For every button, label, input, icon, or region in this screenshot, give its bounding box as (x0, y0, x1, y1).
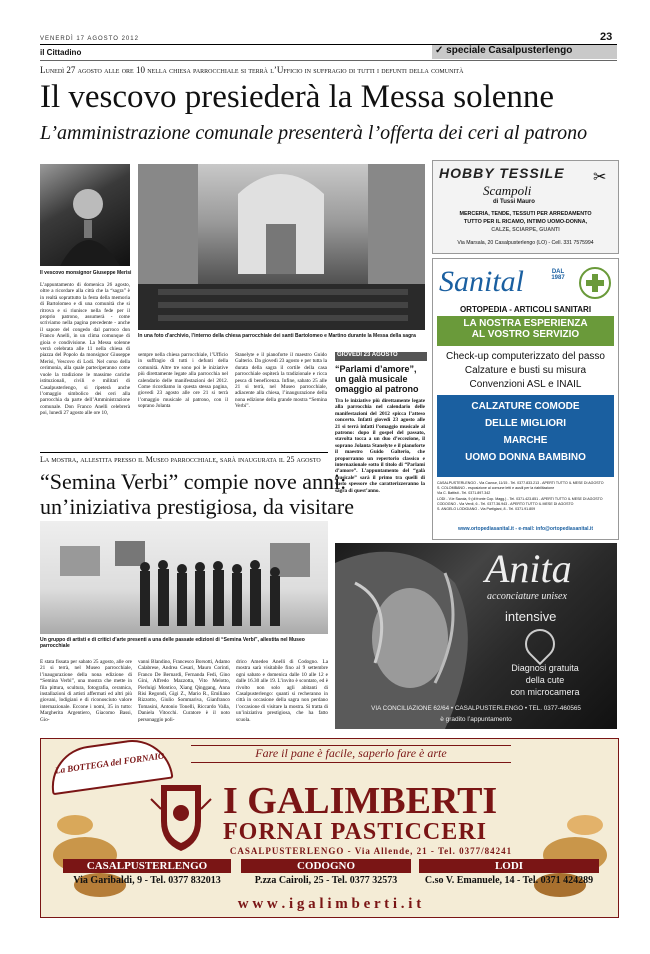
second-kicker: La mostra, allestita presso il Museo parrocchiale, sarà inaugurata il 25 agosto (40, 455, 321, 464)
hobby-line1: MERCERIA, TENDE, TESSUTI PER ARREDAMENTO (459, 211, 592, 217)
bishop-caption: Il vescovo monsignor Giuseppe Merisi (40, 270, 132, 276)
galimberti-website[interactable]: w w w . i g a l i m b e r t i . i t (237, 896, 422, 912)
sanital-box-line3: MARCHE (503, 435, 548, 446)
sanital-offer1: Check-up computerizzato del passo (446, 351, 605, 362)
pharmacy-cross-icon (579, 267, 611, 299)
anita-address: VIA CONCILIAZIONE 62/64 • CASALPUSTERLENGO • TEL. 0377-460565 (371, 705, 581, 712)
anita-offer1: Diagnosi gratuita (511, 663, 579, 673)
second-headline-line1: “Semina Verbi” compie nove anni: (40, 469, 347, 494)
model-hair (335, 543, 485, 729)
anita-tagline: acconciature unisex (487, 591, 567, 602)
bottega-label: La BOTTEGA del FORNAIO (54, 750, 166, 776)
artists-photo (40, 521, 328, 634)
anita-offer2: della cute (525, 675, 565, 685)
store-city: LODI (419, 859, 599, 873)
section-title: speciale Casalpusterlengo (446, 45, 573, 56)
section-label (432, 45, 617, 59)
sanital-location: LODI - V.le Savoia, 9 (di fronte Cop. Magg.) - Tel. 0371.423.851 - APERTI TUTTO IL MESE DI AGOSTO (437, 496, 603, 501)
anita-product: intensive (505, 609, 557, 624)
church-interior (138, 164, 425, 330)
slogan-banner (191, 745, 511, 763)
main-col-1: L’appuntamento di domenica 26 agosto, oltre a ricordare alla città che la “sagra” è in realtà soprattutto la festa della memoria di Bartolomeo e di una comunità che si ritrova e si riunisce nella fede per il proprio patrono, assumerà - come scriviamo nella pagina precedente - anche il sapore del congedo dal parroco don Franco Anelli, in un clima comunque di gioia e condivisione. La Messa solenne verrà celebrata alle 11 nella chiesa di piazza del Popolo da monsignor Giuseppe Merisi, Vescovo di Lodi. Nel corso della cerimonia, alla quale parteciperanno come vuole la tradizione le massime cariche istituzionali, civili e militari di Casalpusterlengo, si ripeterà anche l’omaggio simbolico dei ceri alla parrocchia da parte dell’Amministrazione comunale. Don Franco Anelli celebrerà poi, lunedì 27 agosto alle ore 10, (40, 282, 130, 417)
sanital-box-line4: UOMO DONNA BAMBINO (465, 452, 586, 463)
sidebar-headline: “Parlami d’amore”, un galà musicale omaggio al patrono (335, 364, 419, 394)
anita-brand: Anita (485, 546, 572, 591)
sidebar-label: GIOVEDÌ 23 AGOSTO (335, 352, 427, 361)
sanital-location: Via C. Battisti - Tel. 0371.897.342 (437, 491, 491, 496)
artists-group (40, 521, 328, 634)
store-codogno (241, 859, 411, 886)
check-icon: ✓ (435, 45, 444, 56)
store-city: CODOGNO (241, 859, 411, 873)
galimberti-subtitle: FORNAI PASTICCERI (223, 819, 487, 845)
sanital-location: S. COLOMBANO - esposizione al comune letti e ausili per la riabilitazione (437, 486, 555, 491)
ad-sanital (432, 258, 619, 540)
sanital-slogan2: AL VOSTRO SERVIZIO (471, 329, 580, 340)
store-casalpusterlengo (63, 859, 231, 886)
sidebar-body: Tra le iniziative più direttamente legate alla parrocchia nel calendario delle manifestazioni del 2012 spicca l’atteso concerto. Infatti giovedì 23 agosto alle 21 si terrà infatti l’omaggio musicale al patrono: dopo il gospel del passato, stavolta tocca a un duo d’eccezione, il soprano Jolanta Stanelyte e il pianoforte il maestro Guido Galterio, che proporranno un repertorio classico e internazionale sotto il titolo di “Parlami d’amore”. L’appuntamento del “galà musicale” sarà il primo tra quelli di vasto spessore che caratterizzeranno la sagra di quest’anno. (335, 398, 425, 494)
scissors-icon: ✂ (593, 169, 607, 186)
galimberti-slogan: Fare il pane è facile, saperlo fare è arte (255, 746, 447, 760)
second-headline-line2: un’iniziativa prestigiosa, da visitare (40, 494, 355, 519)
sanital-since: DAL 1987 (551, 269, 565, 281)
second-col-1: È stata fissata per sabato 25 agosto, alle ore 21 si terrà, nel Museo parrocchiale, l’inaugurazione della nona edizione di “Semina Verbi”, una mostra che mette in fila pittura, scultura, fotografia, ceramica, installazioni di artisti affermati ed altri più giovani, lodigiani e di riconosciuto valore internazionale. Eccone i nomi, 35 in tutto: Margherita Argentiero, Giacomo Bassi, Gio- (40, 659, 132, 723)
main-col-3: Stanelyte e il pianoforte il maestro Guido Galterio. Da giovedì 23 agosto e per tutta la durata della sagra il cortile della casa parrocchiale ospiterà la tradizionale e ricca pesca di beneficenza. Infine, sabato 25 alle 21 si terrà, nel Museo parrocchiale, adiacente alla chiesa, l’inaugurazione della nona edizione della grande mostra “Semina Verbi”. (235, 352, 327, 410)
main-headline: Il vescovo presiederà la Messa solenne (40, 79, 555, 115)
sanital-locations (437, 481, 614, 512)
sanital-box-line2: DELLE MIGLIORI (484, 418, 567, 429)
hobby-line3: CALZE, SCIARPE, GUANTI (491, 227, 560, 233)
sanital-location: CODOGNO - Via Verdi, 6 - Tel. 0377.36.943 - APERTO TUTTO IL MESE DI AGOSTO (437, 501, 574, 506)
hobby-owner: di Tussi Mauro (493, 199, 535, 205)
sanital-slogan1: LA NOSTRA ESPERIENZA (463, 318, 588, 329)
artists-caption: Un gruppo di artisti e di critici d’arte presenti a una delle passate edizioni di “Semina Verbi”, allestita nel Museo parrocchiale (40, 637, 305, 649)
church-caption: In una foto d’archivio, l’interno della chiesa parrocchiale dei santi Bartolomeo e Martino durante la Messa della sagra (138, 333, 416, 339)
sanital-box-line1: CALZATURE COMODE (471, 401, 580, 412)
pastry-icon (525, 785, 615, 905)
sanital-box (437, 395, 614, 477)
drop-icon (519, 623, 561, 665)
sanital-offer3: Convenzioni ASL e INAIL (469, 379, 582, 390)
second-col-2: vanni Blandino, Francesco Borsotti, Adamo Calabrese, Andrea Cesari, Mauro Corinti, Franco De Bernardi, Fernanda Fedi, Gino Gini, Alfredo Mazzotta, Vito Melotto, Pierluigi Montico, Xiang Qinggang, Anna Risi Regondi, Gigi Z., Mario R., Emiliano Rizzotto, Giulio Sommariva, Gianfranco Tomasini, Antonio Tonelli, Riccardo Valla, Daniela Vitocchi. Curatore è il noto personaggio poli- (138, 659, 230, 723)
ad-anita (335, 543, 617, 729)
ad-galimberti (40, 738, 619, 918)
sanital-location: CASALPUSTERLENGO - Via Cavour, 11/15 - Tel. 0377.833.213 - APERTI TUTTO IL MESE DI AGOSTO (437, 481, 604, 485)
store-address: P.zza Cairoli, 25 - Tel. 0377 32573 (254, 875, 398, 886)
store-address: C.so V. Emanuele, 14 - Tel. 0371 424289 (424, 875, 594, 886)
sanital-website[interactable]: www.ortopediasanital.it - e-mail: info@ortopediasanital.it (458, 526, 593, 532)
anita-appointment: è gradito l’appuntamento (440, 716, 512, 723)
bishop-photo (40, 164, 130, 266)
page-number: 23 (600, 31, 613, 43)
hobby-line2: TUTTO PER IL RICAMO, INTIMO UOMO-DONNA, (463, 219, 588, 225)
sanital-brand: Sanital (439, 265, 525, 298)
sanital-location: S. ANGELO LODIGIANO - Via Partigiani, 8 - Tel. 0371.91.809 (437, 507, 536, 512)
header-date: VENERDÌ 17 AGOSTO 2012 (40, 36, 139, 42)
church-photo (138, 164, 425, 330)
newspaper-name: il Cittadino (40, 48, 82, 57)
ad-hobby-tessile (432, 160, 619, 254)
store-address: Via Garibaldi, 9 - Tel. 0377 832013 (73, 875, 221, 886)
store-city: CASALPUSTERLENGO (63, 859, 231, 873)
main-subheadline: L’amministrazione comunale presenterà l’offerta dei ceri al patrono (40, 122, 588, 144)
bread-icon (45, 785, 135, 905)
galimberti-brand: I GALIMBERTI (223, 780, 498, 822)
second-col-3: drico Amedeo Anelli di Codogno. La mostra sarà visitabile fino al 9 settembre ogni sabato e domenica dalle 10 alle 12 e dalle 16.30 alle 19. L’invito è scontato, ed è rivolto non solo agli abitanti di Casalpusterlengo: quanti si recheranno in città in occasione della sagra non perdano l’occasione di visitare la mostra. Si tratta di un’iniziativa prestigiosa, che ha fatto scuola. (236, 659, 328, 723)
store-lodi (419, 859, 599, 886)
hobby-title: HOBBY TESSILE (439, 165, 565, 181)
sanital-offer2: Calzature e busti su misura (464, 365, 587, 376)
coat-of-arms-icon (147, 779, 215, 853)
sanital-category: ORTOPEDIA - ARTICOLI SANITARI (459, 305, 592, 314)
anita-offer3: con microcamera (510, 687, 580, 697)
hobby-subtitle: Scampoli (483, 183, 532, 198)
galimberti-hq: CASALPUSTERLENGO - Via Allende, 21 - Tel. 0377/84241 (229, 846, 513, 856)
hobby-address: Via Marsala, 20 Casalpusterlengo (LO) - Cell. 331 7575994 (457, 240, 594, 246)
bishop-figure (40, 164, 130, 266)
main-kicker: Lunedì 27 agosto alle ore 10 nella chiesa parrocchiale si terrà l’Ufficio in suffragio di tutti i defunti della comunità (40, 65, 464, 75)
main-col-2: sempre nella chiesa parrocchiale, l’Ufficio in suffragio di tutti i defunti della comunità. Altre tre sono poi le iniziative più direttamente legate alla parrocchia nel calendario delle manifestazioni del 2012. Come ricordiamo in questa stessa pagina, giovedì 23 agosto alle ore 21 si terrà l’omaggio musicale al patrono, con il soprano Jolanta (138, 352, 228, 410)
